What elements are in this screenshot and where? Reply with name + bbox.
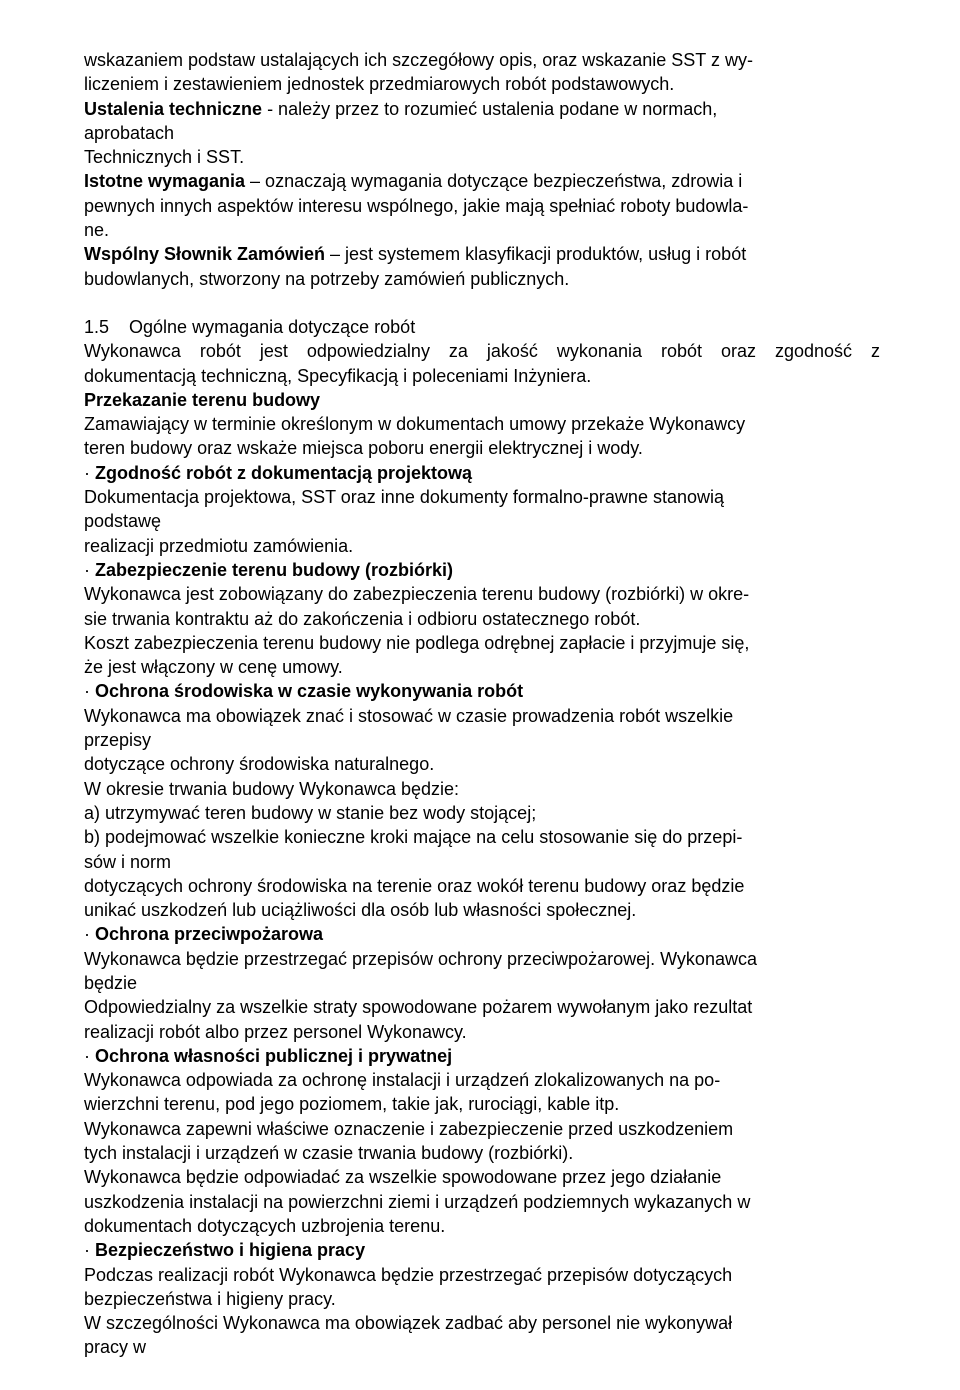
bullet-heading xyxy=(84,922,880,946)
bullet-heading xyxy=(84,679,880,703)
subheading-ochrona-przeciwpozarowa: Ochrona przeciwpożarowa xyxy=(95,924,324,945)
section-heading-1-5: 1.5 Ogólne wymagania dotyczące robót xyxy=(84,316,416,337)
paragraph-spacer xyxy=(84,291,880,315)
text-line: podstawę xyxy=(84,511,162,532)
text-line xyxy=(84,97,880,121)
bullet-marker: · xyxy=(84,681,95,702)
text-line: Wykonawca będzie odpowiadać za wszelkie spowodowane przez jego działanie xyxy=(84,1167,722,1188)
term-istotne-wymagania: Istotne wymagania xyxy=(84,171,246,192)
term-definition: - należy przez to rozumieć ustalenia podane w normach, xyxy=(262,98,718,119)
subheading-zabezpieczenie-terenu: Zabezpieczenie terenu budowy (rozbiórki) xyxy=(95,559,454,580)
bullet-marker: · xyxy=(84,462,95,483)
subheading-przekazanie-terenu: Przekazanie terenu budowy xyxy=(84,389,321,410)
text-line: realizacji robót albo przez personel Wykonawcy. xyxy=(84,1021,467,1042)
term-definition: – jest systemem klasyfikacji produktów, usług i robót xyxy=(325,244,747,265)
text-line: ne. xyxy=(84,220,110,241)
text-line: liczeniem i zestawieniem jednostek przedmiarowych robót podstawowych. xyxy=(84,74,675,95)
text-line: teren budowy oraz wskaże miejsca poboru energii elektrycznej i wody. xyxy=(84,438,643,459)
text-line: dotyczące ochrony środowiska naturalnego. xyxy=(84,754,435,775)
term-wspolny-slownik-zamowien: Wspólny Słownik Zamówień xyxy=(84,244,326,265)
text-line: dotyczących ochrony środowiska na terenie oraz wokół terenu budowy oraz będzie xyxy=(84,875,745,896)
bullet-heading xyxy=(84,558,880,582)
text-line: budowlanych, stworzony na potrzeby zamówień publicznych. xyxy=(84,268,570,289)
bullet-marker: · xyxy=(84,559,95,580)
text-line: Wykonawca robót jest odpowiedzialny za jakość wykonania robót oraz zgodność z xyxy=(84,341,880,362)
text-line: realizacji przedmiotu zamówienia. xyxy=(84,535,354,556)
text-line: Podczas realizacji robót Wykonawca będzie przestrzegać przepisów dotyczących xyxy=(84,1264,733,1285)
text-line: że jest włączony w cenę umowy. xyxy=(84,657,343,678)
bullet-heading xyxy=(84,461,880,485)
text-line: bezpieczeństwa i higieny pracy. xyxy=(84,1288,336,1309)
text-line xyxy=(84,169,880,193)
text-line: będzie xyxy=(84,972,138,993)
text-line: Wykonawca będzie przestrzegać przepisów ochrony przeciwpożarowej. Wykonawca xyxy=(84,948,757,969)
list-item: a) utrzymywać teren budowy w stanie bez wody stojącej; xyxy=(84,802,537,823)
text-line: W szczególności Wykonawca ma obowiązek zadbać aby personel nie wykonywał xyxy=(84,1313,733,1334)
bullet-marker: · xyxy=(84,1045,95,1066)
text-line: W okresie trwania budowy Wykonawca będzie: xyxy=(84,778,460,799)
text-line: dokumentach dotyczących uzbrojenia terenu. xyxy=(84,1215,446,1236)
text-line: unikać uszkodzeń lub uciążliwości dla osób lub własności społecznej. xyxy=(84,900,637,921)
subheading-ochrona-srodowiska: Ochrona środowiska w czasie wykonywania robót xyxy=(95,681,524,702)
text-line: Wykonawca zapewni właściwe oznaczenie i zabezpieczenie przed uszkodzeniem xyxy=(84,1118,734,1139)
text-line: Wykonawca ma obowiązek znać i stosować w czasie prowadzenia robót wszelkie xyxy=(84,705,734,726)
text-line xyxy=(84,242,880,266)
subheading-bhp: Bezpieczeństwo i higiena pracy xyxy=(95,1240,366,1261)
text-line: Odpowiedzialny za wszelkie straty spowodowane pożarem wywołanym jako rezultat xyxy=(84,997,753,1018)
text-line: pewnych innych aspektów interesu wspólnego, jakie mają spełniać roboty budowla- xyxy=(84,195,749,216)
text-line: Wykonawca odpowiada za ochronę instalacji i urządzeń zlokalizowanych na po- xyxy=(84,1070,721,1091)
text-line: przepisy xyxy=(84,730,152,751)
text-line: aprobatach xyxy=(84,122,175,143)
text-line: tych instalacji i urządzeń w czasie trwania budowy (rozbiórki). xyxy=(84,1143,574,1164)
bullet-heading xyxy=(84,1238,880,1262)
text-line: sie trwania kontraktu aż do zakończenia i odbioru ostatecznego robót. xyxy=(84,608,641,629)
text-line: pracy w xyxy=(84,1337,147,1358)
list-item: b) podejmować wszelkie konieczne kroki mające na celu stosowanie się do przepi- xyxy=(84,827,743,848)
term-definition: – oznaczają wymagania dotyczące bezpieczeństwa, zdrowia i xyxy=(245,171,743,192)
text-line: wskazaniem podstaw ustalających ich szczegółowy opis, oraz wskazanie SST z wy- xyxy=(84,50,753,70)
text-line: dokumentacją techniczną, Specyfikacją i poleceniami Inżyniera. xyxy=(84,365,592,386)
text-line: wierzchni terenu, pod jego poziomem, takie jak, rurociągi, kable itp. xyxy=(84,1094,620,1115)
text-line: uszkodzenia instalacji na powierzchni ziemi i urządzeń podziemnych wykazanych w xyxy=(84,1191,751,1212)
bullet-marker: · xyxy=(84,924,95,945)
text-line: Dokumentacja projektowa, SST oraz inne dokumenty formalno-prawne stanowią xyxy=(84,487,724,508)
text-line: Zamawiający w terminie określonym w dokumentach umowy przekaże Wykonawcy xyxy=(84,414,746,435)
text-line: Koszt zabezpieczenia terenu budowy nie podlega odrębnej zapłacie i przyjmuje się, xyxy=(84,632,750,653)
subheading-zgodnosc-robot: Zgodność robót z dokumentacją projektową xyxy=(95,462,473,483)
text-line: sów i norm xyxy=(84,851,172,872)
text-line: Wykonawca jest zobowiązany do zabezpieczenia terenu budowy (rozbiórki) w okre- xyxy=(84,584,750,605)
bullet-marker: · xyxy=(84,1240,95,1261)
subheading-ochrona-wlasnosci: Ochrona własności publicznej i prywatnej xyxy=(95,1045,453,1066)
text-line: Technicznych i SST. xyxy=(84,147,245,168)
term-ustalenia-techniczne: Ustalenia techniczne xyxy=(84,98,263,119)
bullet-heading xyxy=(84,1044,880,1068)
